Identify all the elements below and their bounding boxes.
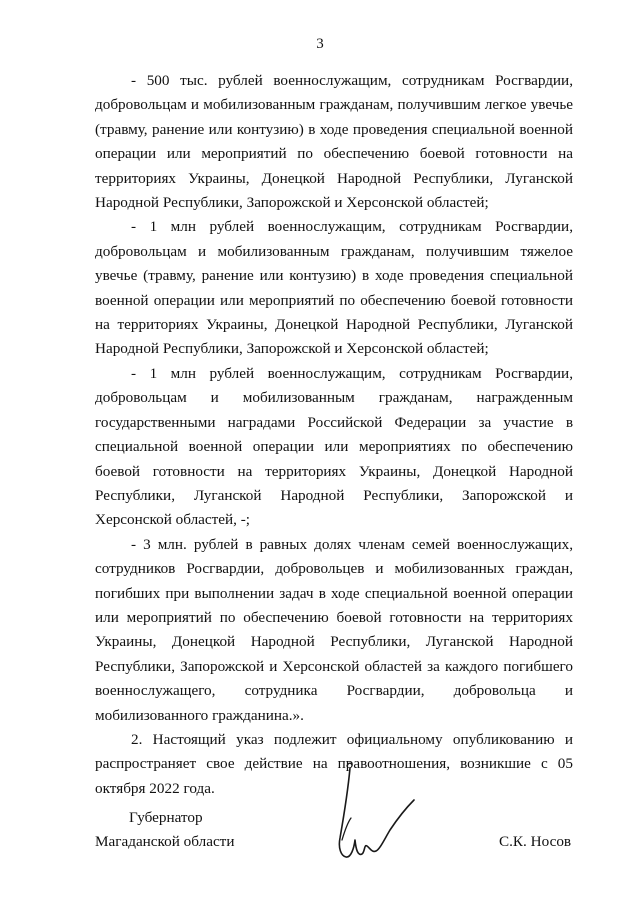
governor-region: Магаданской области [95, 833, 235, 850]
governor-title: Губернатор [129, 809, 203, 826]
paragraph-3m-families: - 3 млн. рублей в равных долях членам семей военнослужащих, сотрудников Росгвардии, добровольцев и мобилизованных граждан, погибших при выполнении задач в ходе специальной военной операции или мероприятий по обеспечению боевой готовности на территориях Украины, Донецкой Народной Республики, Луганской Народной Республики, Запорожской и Херсонской областей за каждого погибшего военнослужащего, сотрудника Росгвардии, добровольца и мобилизованного гражданина.». [95, 535, 573, 724]
paragraph-500k-light-injury: - 500 тыс. рублей военнослужащим, сотрудникам Росгвардии, добровольцам и мобилизованным гражданам, получившим легкое увечье (травму, ранение или контузию) в ходе проведения специальной военной операции или мероприятий по обеспечению боевой готовности на территориях Украины, Донецкой Народной Республики, Луганской Народной Республики, Запорожской и Херсонской областей; [95, 72, 573, 212]
handwritten-signature-image [318, 760, 428, 870]
paragraph-1m-severe-injury: - 1 млн рублей военнослужащим, сотрудникам Росгвардии, добровольцам и мобилизованным гражданам, получившим тяжелое увечье (травму, ранение или контузию) в ходе проведения специальной военной операции или мероприятий по обеспечению боевой готовности на территориях Украины, Донецкой Народной Республики, Луганской Народной Республики, Запорожской и Херсонской областей; [95, 218, 573, 358]
signer-name: С.К. Носов [499, 833, 572, 850]
page-number: 3 [316, 36, 324, 52]
paragraph-1m-state-awards: - 1 млн рублей военнослужащим, сотрудникам Росгвардии, добровольцам и мобилизованным гражданам, награжденным государственными наградами Российской Федерации за участие в специальной военной операции или мероприятиях по обеспечению боевой готовности на территориях Украины, Донецкой Народной Республики, Луганской Народной Республики, Запорожской и Херсонской областей, -; [95, 364, 573, 529]
paragraph-publication-clause: 2. Настоящий указ подлежит официальному опубликованию и распространяет свое действие на правоотношения, возникшие с 05 октября 2022 года. [95, 730, 573, 797]
